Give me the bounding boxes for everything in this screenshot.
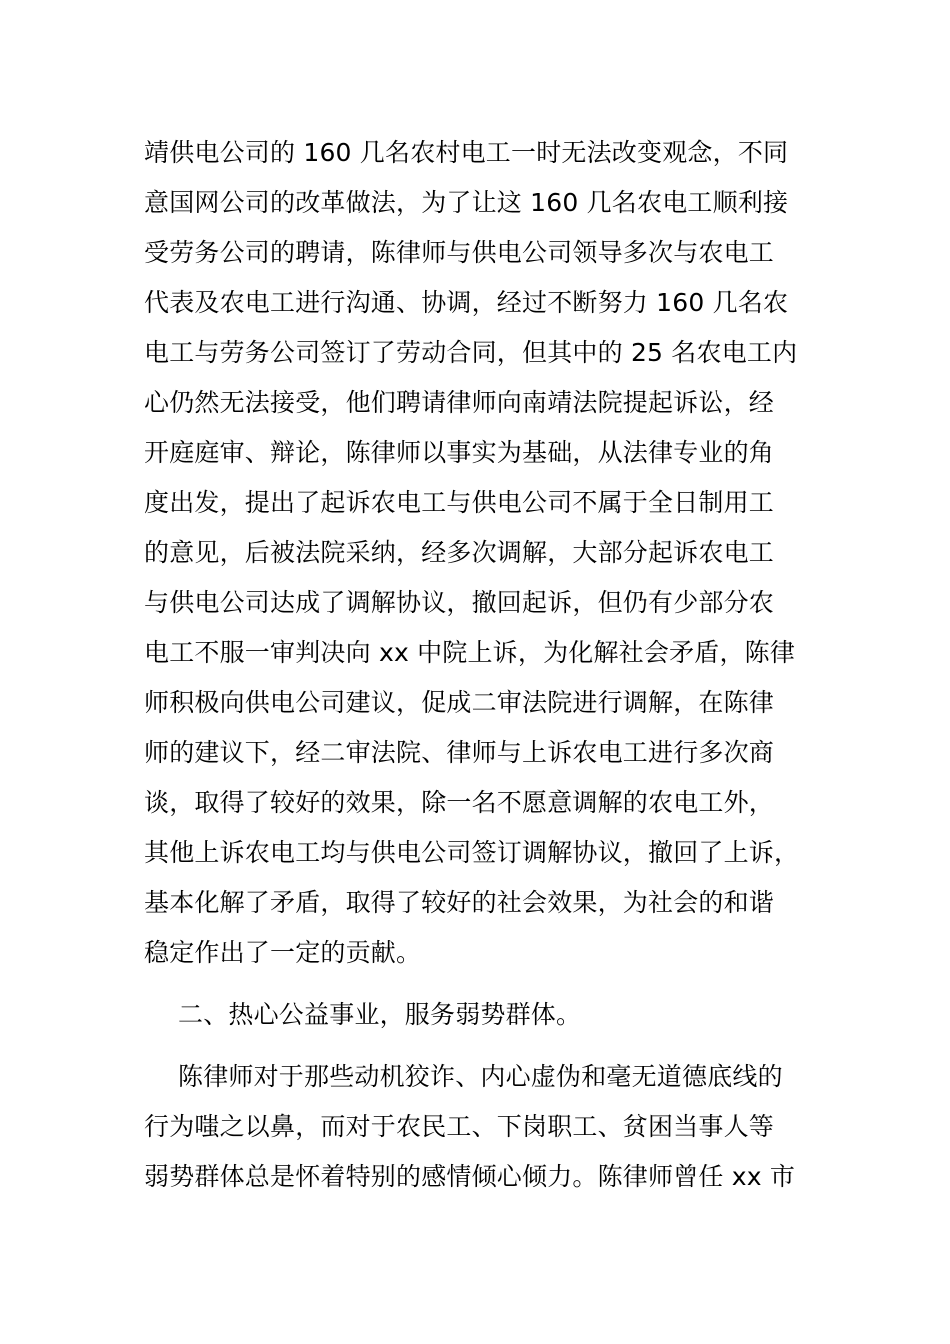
text-line: 陈律师对于那些动机狡诈、内心虚伪和毫无道德底线的 — [178, 1062, 783, 1091]
text-line: 行为嗤之以鼻，而对于农民工、下岗职工、贫困当事人等 — [144, 1112, 775, 1141]
text-line: 电工与劳务公司签订了劳动合同，但其中的 25 名农电工内 — [144, 338, 798, 367]
text-line: 师的建议下，经二审法院、律师与上诉农电工进行多次商 — [144, 738, 775, 767]
text-line: 基本化解了矛盾，取得了较好的社会效果，为社会的和谐 — [144, 888, 775, 917]
paragraph-continued — [144, 128, 804, 978]
text-line: 度出发，提出了起诉农电工与供电公司不属于全日制用工 — [144, 488, 775, 517]
text-line: 代表及农电工进行沟通、协调，经过不断努力 160 几名农 — [144, 288, 789, 317]
section-heading: 二、热心公益事业，服务弱势群体。 — [178, 1000, 582, 1029]
text-line: 师积极向供电公司建议，促成二审法院进行调解，在陈律 — [144, 688, 775, 717]
text-line: 其他上诉农电工均与供电公司签订调解协议，撤回了上诉， — [144, 838, 800, 867]
text-line: 谈，取得了较好的效果，除一名不愿意调解的农电工外， — [144, 788, 775, 817]
paragraph — [144, 1052, 804, 1202]
text-line: 与供电公司达成了调解协议，撤回起诉，但仍有少部分农 — [144, 588, 775, 617]
paragraph-spacing — [144, 978, 804, 990]
text-line: 心仍然无法接受，他们聘请律师向南靖法院提起诉讼，经 — [144, 388, 775, 417]
document-body — [144, 128, 804, 1202]
text-line: 开庭庭审、辩论，陈律师以事实为基础，从法律专业的角 — [144, 438, 775, 467]
paragraph-spacing — [144, 1040, 804, 1052]
text-line: 弱势群体总是怀着特别的感情倾心倾力。陈律师曾任 xx 市 — [144, 1162, 796, 1191]
text-line: 靖供电公司的 160 几名农村电工一时无法改变观念，不同 — [144, 138, 789, 167]
text-line: 稳定作出了一定的贡献。 — [144, 938, 422, 967]
text-line: 电工不服一审判决向 xx 中院上诉，为化解社会矛盾，陈律 — [144, 638, 796, 667]
text-line: 的意见，后被法院采纳，经多次调解，大部分起诉农电工 — [144, 538, 775, 567]
text-line: 意国网公司的改革做法，为了让这 160 几名农电工顺利接 — [144, 188, 789, 217]
text-line: 受劳务公司的聘请，陈律师与供电公司领导多次与农电工 — [144, 238, 775, 267]
